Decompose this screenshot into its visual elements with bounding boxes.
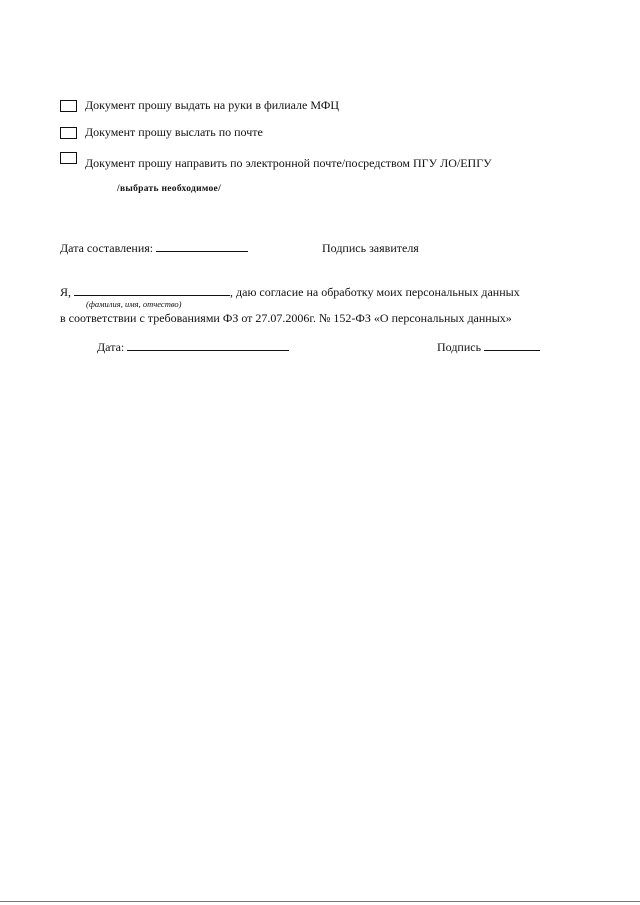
consent-suffix: , даю согласие на обработку моих персональных данных [230, 285, 520, 299]
option-send-by-mail-label: Документ прошу выслать по почте [85, 125, 263, 139]
option-deliver-in-person[interactable] [60, 98, 339, 113]
full-name-hint: (фамилия, имя, отчество) [86, 299, 182, 309]
full-name-field[interactable] [74, 285, 230, 296]
applicant-signature-label: Подпись заявителя [322, 241, 419, 255]
checkbox-send-electronically[interactable] [60, 152, 77, 164]
date-label: Дата: [97, 340, 125, 354]
signature-row [437, 340, 540, 355]
signature-field[interactable] [484, 340, 540, 351]
option-deliver-in-person-label: Документ прошу выдать на руки в филиале МФЦ [85, 98, 340, 112]
consent-row [60, 285, 520, 300]
page-bottom-rule [0, 901, 640, 902]
consent-law-text: в соответствии с требованиями ФЗ от 27.07.2006г. № 152-ФЗ «О персональных данных» [60, 311, 512, 325]
date-compiled-label: Дата составления: [60, 241, 154, 255]
option-send-electronically-label: Документ прошу направить по электронной почте/посредством ПГУ ЛО/ЕПГУ [85, 156, 492, 170]
checkbox-send-by-mail[interactable] [60, 127, 77, 139]
checkbox-deliver-in-person[interactable] [60, 100, 77, 112]
date-field[interactable] [127, 340, 289, 351]
date-compiled-field[interactable] [156, 241, 248, 252]
signature-label: Подпись [437, 340, 482, 354]
option-send-by-mail[interactable] [60, 125, 263, 140]
date-compiled-row [60, 241, 248, 256]
choose-note: /выбрать необходимое/ [117, 184, 222, 194]
consent-prefix: Я, [60, 285, 72, 299]
option-send-electronically[interactable] [60, 150, 492, 171]
date-row [97, 340, 289, 355]
